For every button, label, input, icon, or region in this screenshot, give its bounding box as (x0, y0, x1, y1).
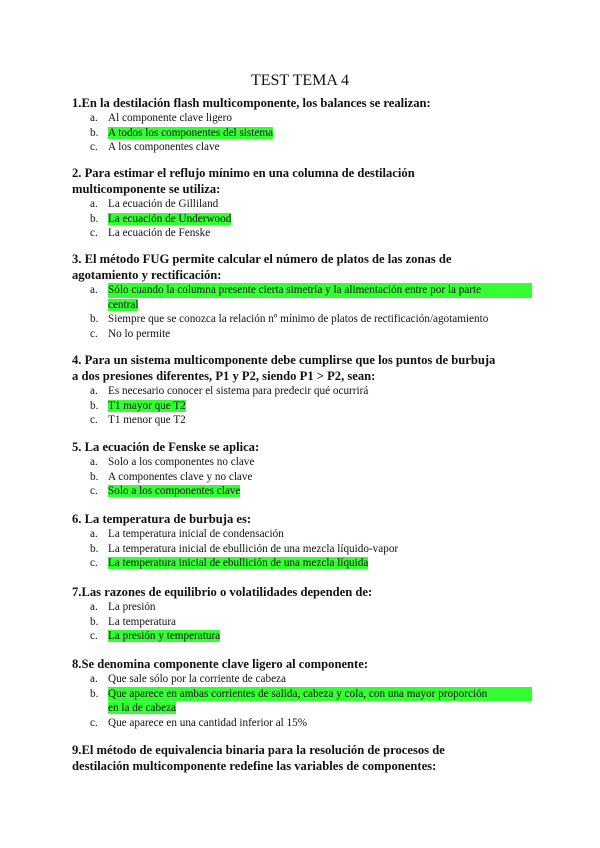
option-item (72, 226, 532, 241)
option-item (72, 716, 532, 731)
option-list (72, 455, 532, 499)
option-item (72, 126, 532, 141)
option-item (72, 470, 532, 485)
question-line: 9.El método de equivalencia binaria para la resolución de procesos de (72, 743, 445, 757)
option-marker: c. (90, 630, 98, 642)
option-text: La ecuación de Fenske (108, 227, 211, 239)
option-list (72, 111, 532, 155)
question-line: 6. La temperatura de burbuja es: (72, 512, 252, 526)
question-block (72, 95, 532, 155)
question-line: 1.En la destilación flash multicomponente, los balances se realizan: (72, 96, 431, 110)
option-text: Siempre que se conozca la relación nº mínimo de platos de rectificación/agotamiento (108, 313, 489, 325)
question-text (72, 165, 532, 197)
question-text (72, 584, 532, 600)
option-item (72, 399, 532, 414)
option-list (72, 197, 532, 241)
option-item (72, 312, 532, 327)
option-list (72, 283, 532, 341)
option-marker: a. (90, 385, 98, 397)
option-text: Al componente clave ligero (108, 112, 232, 124)
option-marker: b. (90, 212, 99, 225)
option-marker: b. (90, 615, 99, 628)
option-item (72, 484, 532, 499)
question-block (72, 656, 532, 730)
option-item (72, 111, 532, 126)
question-line: a dos presiones diferentes, P1 y P2, siendo P1 > P2, sean: (72, 369, 376, 383)
option-marker: c. (90, 485, 98, 497)
option-text: T1 menor que T2 (108, 414, 186, 426)
option-text: A los componentes clave (108, 141, 220, 153)
option-list (72, 527, 532, 571)
question-block (72, 511, 532, 571)
option-text: Es necesario conocer el sistema para predecir qué ocurrirá (108, 385, 369, 397)
option-marker: b. (90, 126, 99, 139)
option-marker: a. (90, 528, 98, 540)
option-item (72, 615, 532, 630)
option-marker: c. (90, 557, 98, 569)
question-line: agotamiento y rectificación: (72, 268, 222, 282)
option-text-highlighted: Sólo cuando la columna presente cierta simetría y la alimentación entre por la parte (108, 283, 532, 298)
document-title: TEST TEMA 4 (250, 72, 350, 89)
question-text (72, 742, 532, 774)
option-item (72, 600, 532, 615)
option-text: No lo permite (108, 327, 171, 340)
question-line: destilación multicomponente redefine las variables de componentes: (72, 759, 437, 773)
option-text: Que aparece en una cantidad inferior al 15% (108, 716, 308, 729)
option-item (72, 542, 532, 557)
question-block (72, 352, 532, 428)
option-item (72, 140, 532, 155)
option-text: Que sale sólo por la corriente de cabeza (108, 673, 286, 685)
option-marker: a. (90, 284, 98, 296)
question-line: 5. La ecuación de Fenske se aplica: (72, 440, 260, 454)
option-text-highlighted: A todos los componentes del sistema (108, 126, 273, 139)
option-marker: a. (90, 673, 98, 685)
question-line: 4. Para un sistema multicomponente debe cumplirse que los puntos de burbuja (72, 353, 496, 367)
option-marker: c. (90, 141, 98, 153)
option-item (72, 283, 532, 312)
option-marker: a. (90, 456, 98, 468)
question-line: 3. El método FUG permite calcular el número de platos de las zonas de (72, 252, 452, 266)
option-item (72, 212, 532, 227)
question-text (72, 352, 532, 384)
question-block (72, 251, 532, 341)
option-marker: b. (90, 542, 99, 555)
question-block (72, 165, 532, 241)
option-text-highlighted: Solo a los componentes clave (108, 485, 241, 497)
option-list (72, 672, 532, 730)
question-text (72, 95, 532, 111)
option-text: La ecuación de Gilliland (108, 198, 219, 210)
question-text (72, 251, 532, 283)
question-block (72, 742, 532, 774)
option-text: La presión (108, 601, 156, 613)
question-text (72, 439, 532, 455)
question-text (72, 656, 532, 672)
option-marker: a. (90, 601, 98, 613)
option-text-highlighted: central (108, 298, 139, 311)
option-marker: c. (90, 227, 98, 239)
option-list (72, 600, 532, 644)
option-item (72, 629, 532, 644)
option-item (72, 455, 532, 470)
option-item (72, 556, 532, 571)
option-marker: b. (90, 470, 99, 483)
option-marker: c. (90, 327, 98, 340)
option-text: Solo a los componentes no clave (108, 456, 255, 468)
option-text-highlighted: La ecuación de Underwood (108, 212, 232, 225)
option-list (72, 384, 532, 428)
question-line: multicomponente se utiliza: (72, 182, 221, 196)
option-item (72, 197, 532, 212)
option-item (72, 672, 532, 687)
option-item (72, 687, 532, 716)
option-marker: c. (90, 716, 98, 729)
option-text: A componentes clave y no clave (108, 470, 253, 483)
option-text-highlighted: Que aparece en ambas corrientes de salida, cabeza y cola, con una mayor proporción (108, 687, 532, 702)
option-marker: a. (90, 112, 98, 124)
option-item (72, 527, 532, 542)
question-block (72, 439, 532, 499)
question-line: 7.Las razones de equilibrio o volatilidades dependen de: (72, 585, 373, 599)
question-block (72, 584, 532, 644)
option-item (72, 327, 532, 342)
question-line: 8.Se denomina componente clave ligero al componente: (72, 657, 369, 671)
option-text-highlighted: La presión y temperatura (108, 630, 221, 642)
option-text: La temperatura inicial de condensación (108, 528, 284, 540)
question-line: 2. Para estimar el reflujo mínimo en una columna de destilación (72, 166, 415, 180)
option-text-highlighted: La temperatura inicial de ebullición de una mezcla líquida (108, 557, 369, 569)
option-item (72, 384, 532, 399)
option-text-highlighted: T1 mayor que T2 (108, 399, 186, 412)
option-marker: c. (90, 414, 98, 426)
option-text: La temperatura (108, 615, 177, 628)
option-text-highlighted: en la de cabeza (108, 702, 177, 714)
option-item (72, 413, 532, 428)
option-marker: b. (90, 687, 99, 700)
option-text: La temperatura inicial de ebullición de una mezcla líquido-vapor (108, 542, 399, 555)
option-marker: a. (90, 198, 98, 210)
option-marker: b. (90, 399, 99, 412)
option-marker: b. (90, 313, 99, 325)
question-text (72, 511, 532, 527)
